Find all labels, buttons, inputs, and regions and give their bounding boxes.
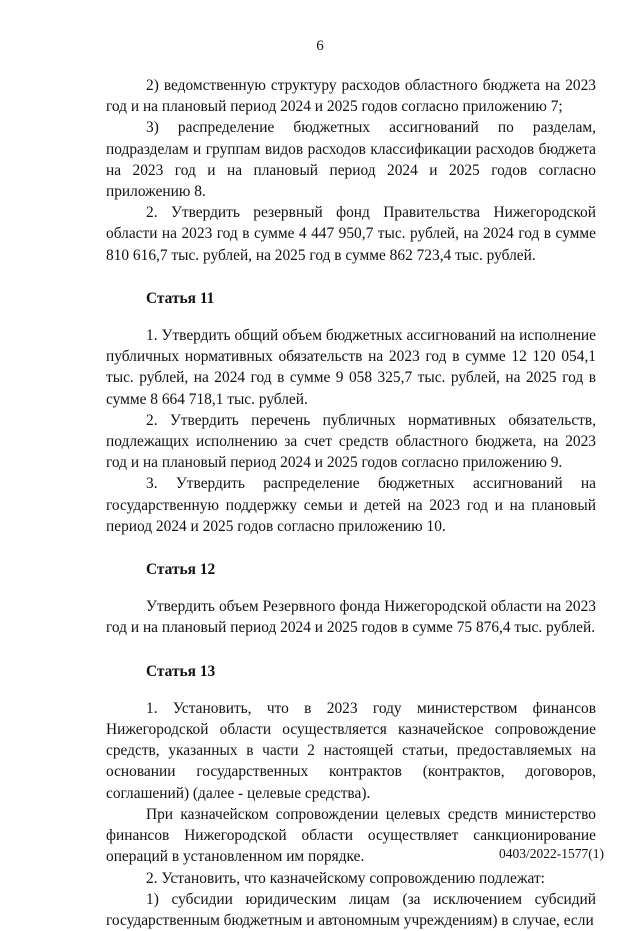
page-number: 6 <box>316 38 324 54</box>
article-11-heading: Статья 11 <box>146 289 215 307</box>
paragraph-reserve-fund-region: Утвердить объем Резервного фонда Нижегородской области на 2023 год и на плановый период 2024 и 2025 годов в сумме 75 876,4 тыс. рублей. <box>106 598 596 637</box>
paragraph-subsidies-legal-entities: 1) субсидии юридическим лицам (за исключением субсидий государственным бюджетным и автономным учреждениям) в случае, если <box>106 890 596 929</box>
paragraph-allocation-distribution: 3) распределение бюджетных ассигнований по разделам, подразделам и группам видов расходов классификации расходов бюджета на 2023 год и на плановый период 2024 и 2025 годов согласно приложению 8. <box>106 119 596 201</box>
paragraph-reserve-fund-government: 2. Утвердить резервный фонд Правительства Нижегородской области на 2023 год в сумме 4 447 950,7 тыс. рублей, на 2024 год в сумме 810 616,7 тыс. рублей, на 2025 год в сумме 862 723,4 тыс. рублей. <box>106 204 596 264</box>
paragraph-subject-to-support: 2. Установить, что казначейскому сопровождению подлежат: <box>146 869 545 887</box>
article-13-heading: Статья 13 <box>146 662 216 680</box>
paragraph-treasury-support: 1. Установить, что в 2023 году министерством финансов Нижегородской области осуществляется казначейское сопровождение средств, указанных в части 2 настоящей статьи, предоставляемых на основании государственных контрактов (контрактов, договоров, соглашений) (далее - целевые средства). <box>106 699 596 802</box>
paragraph-public-obligations-list: 2. Утвердить перечень публичных нормативных обязательств, подлежащих исполнению за счет средств областного бюджета, на 2023 год и на плановый период 2024 и 2025 годов согласно приложению 9. <box>106 411 596 472</box>
paragraph-family-support: 3. Утвердить распределение бюджетных ассигнований на государственную поддержку семьи и детей на 2023 год и на плановый период 2024 и 2025 годов согласно приложению 10. <box>106 475 596 535</box>
document-code: 0403/2022-1577(1) <box>499 846 604 861</box>
paragraph-public-obligations-total: 1. Утвердить общий объем бюджетных ассигнований на исполнение публичных нормативных обязательств на 2023 год в сумме 12 120 054,1 тыс. рублей, на 2024 год в сумме 9 058 325,7 тыс. рублей, на 2025 год в сумме 8 664 718,1 тыс. рублей. <box>106 327 596 408</box>
article-12-heading: Статья 12 <box>146 561 216 579</box>
paragraph-sanctioning-operations: При казначейском сопровождении целевых средств министерство финансов Нижегородской области осуществляет санкционирование операций в установленном им порядке. <box>106 805 596 866</box>
document-body <box>106 75 596 931</box>
paragraph-departmental-structure: 2) ведомственную структуру расходов областного бюджета на 2023 год и на плановый период 2024 и 2025 годов согласно приложению 7; <box>106 77 596 116</box>
